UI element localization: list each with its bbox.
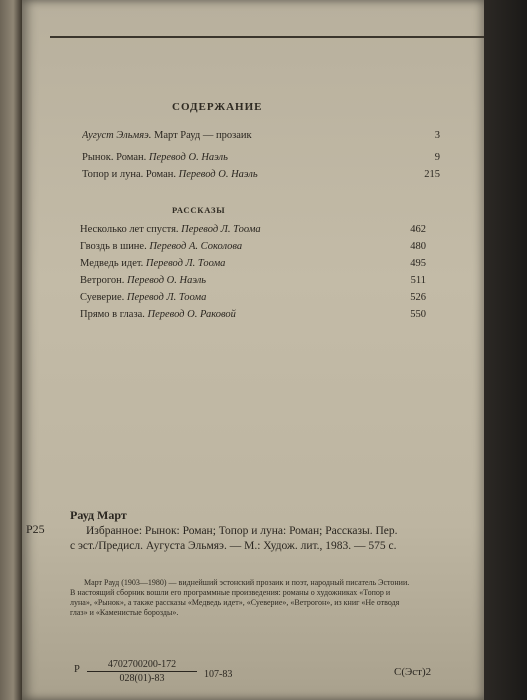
story-page-number: 526 xyxy=(410,292,426,303)
toc-translator: Перевод О. Наэль xyxy=(148,152,228,163)
toc-author: Аугуст Эльмяэ. xyxy=(82,130,152,141)
top-rule xyxy=(50,36,492,38)
story-translator: Перевод Л. Тоома xyxy=(181,224,261,235)
catalog-code: Р25 xyxy=(26,522,45,536)
story-translator: Перевод А. Соколова xyxy=(149,241,243,252)
annotation: Март Рауд (1903—1980) — виднейший эстонский прозаик и поэт, народный писатель Эстонии. В настоящий сборник вошли его программные произведения: романы о художниках «Топор и луна», «Рынок», а также рассказы «Медведь идет», «Суеверие», «Ветрогон», из книг «Не отводя глаз» и «Каменистые борозды». xyxy=(70,578,410,617)
classification-letter: Р xyxy=(74,664,80,675)
story-title: Гвоздь в шине. xyxy=(80,241,147,252)
toc-item-market xyxy=(82,151,440,165)
story-page-number: 480 xyxy=(410,241,426,252)
story-translator: Перевод О. Раковой xyxy=(147,309,236,320)
stories-heading: РАССКАЗЫ xyxy=(172,205,226,215)
story-item xyxy=(80,240,426,254)
story-title: Прямо в глаза. xyxy=(80,309,145,320)
fraction-numerator: 4702700200-172 xyxy=(87,658,197,672)
story-translator: Перевод Л. Тоома xyxy=(126,292,207,303)
story-item xyxy=(80,291,426,305)
catalog-author: Рауд Март xyxy=(70,508,127,522)
story-title: Медведь идет. xyxy=(80,258,144,269)
story-translator: Перевод О. Наэль xyxy=(127,275,207,286)
background-surface xyxy=(484,0,527,700)
toc-item-title: Рынок. Роман. xyxy=(82,152,147,163)
story-translator: Перевод Л. Тоома xyxy=(145,258,226,269)
story-title: Суеверие. xyxy=(80,292,125,303)
story-item xyxy=(80,308,426,322)
story-item xyxy=(80,257,426,271)
story-page-number: 462 xyxy=(410,224,426,235)
story-item xyxy=(80,274,426,288)
toc-page-number: 3 xyxy=(434,130,440,141)
toc-page-number: 215 xyxy=(424,169,440,180)
toc-item-title: Март Рауд — прозаик xyxy=(153,130,252,141)
story-page-number: 511 xyxy=(410,275,426,286)
bibliographic-description: Избранное: Рынок: Роман; Топор и луна: Роман; Рассказы. Пер. с эст./Предисл. Аугуста Эльмяэ. — М.: Худож. лит., 1983. — 575 с. xyxy=(70,525,398,552)
toc-page-number: 9 xyxy=(434,152,440,163)
story-page-number: 550 xyxy=(410,309,426,320)
book-page xyxy=(22,0,484,700)
contents-title: СОДЕРЖАНИЕ xyxy=(172,101,263,113)
catalog-fraction xyxy=(87,658,197,685)
fraction-denominator: 028(01)-83 xyxy=(119,673,165,684)
story-title: Ветрогон. xyxy=(80,275,125,286)
toc-item-title: Топор и луна. Роман. xyxy=(82,169,176,180)
story-item xyxy=(80,223,426,237)
toc-translator: Перевод О. Наэль xyxy=(178,169,258,180)
story-page-number: 495 xyxy=(410,258,426,269)
toc-item-axe-and-moon xyxy=(82,168,440,182)
price-code: 107-83 xyxy=(204,669,233,680)
left-page-edge xyxy=(0,0,22,700)
shelf-code: С(Эст)2 xyxy=(394,666,432,678)
toc-item-intro xyxy=(82,129,440,143)
story-title: Несколько лет спустя. xyxy=(80,224,179,235)
